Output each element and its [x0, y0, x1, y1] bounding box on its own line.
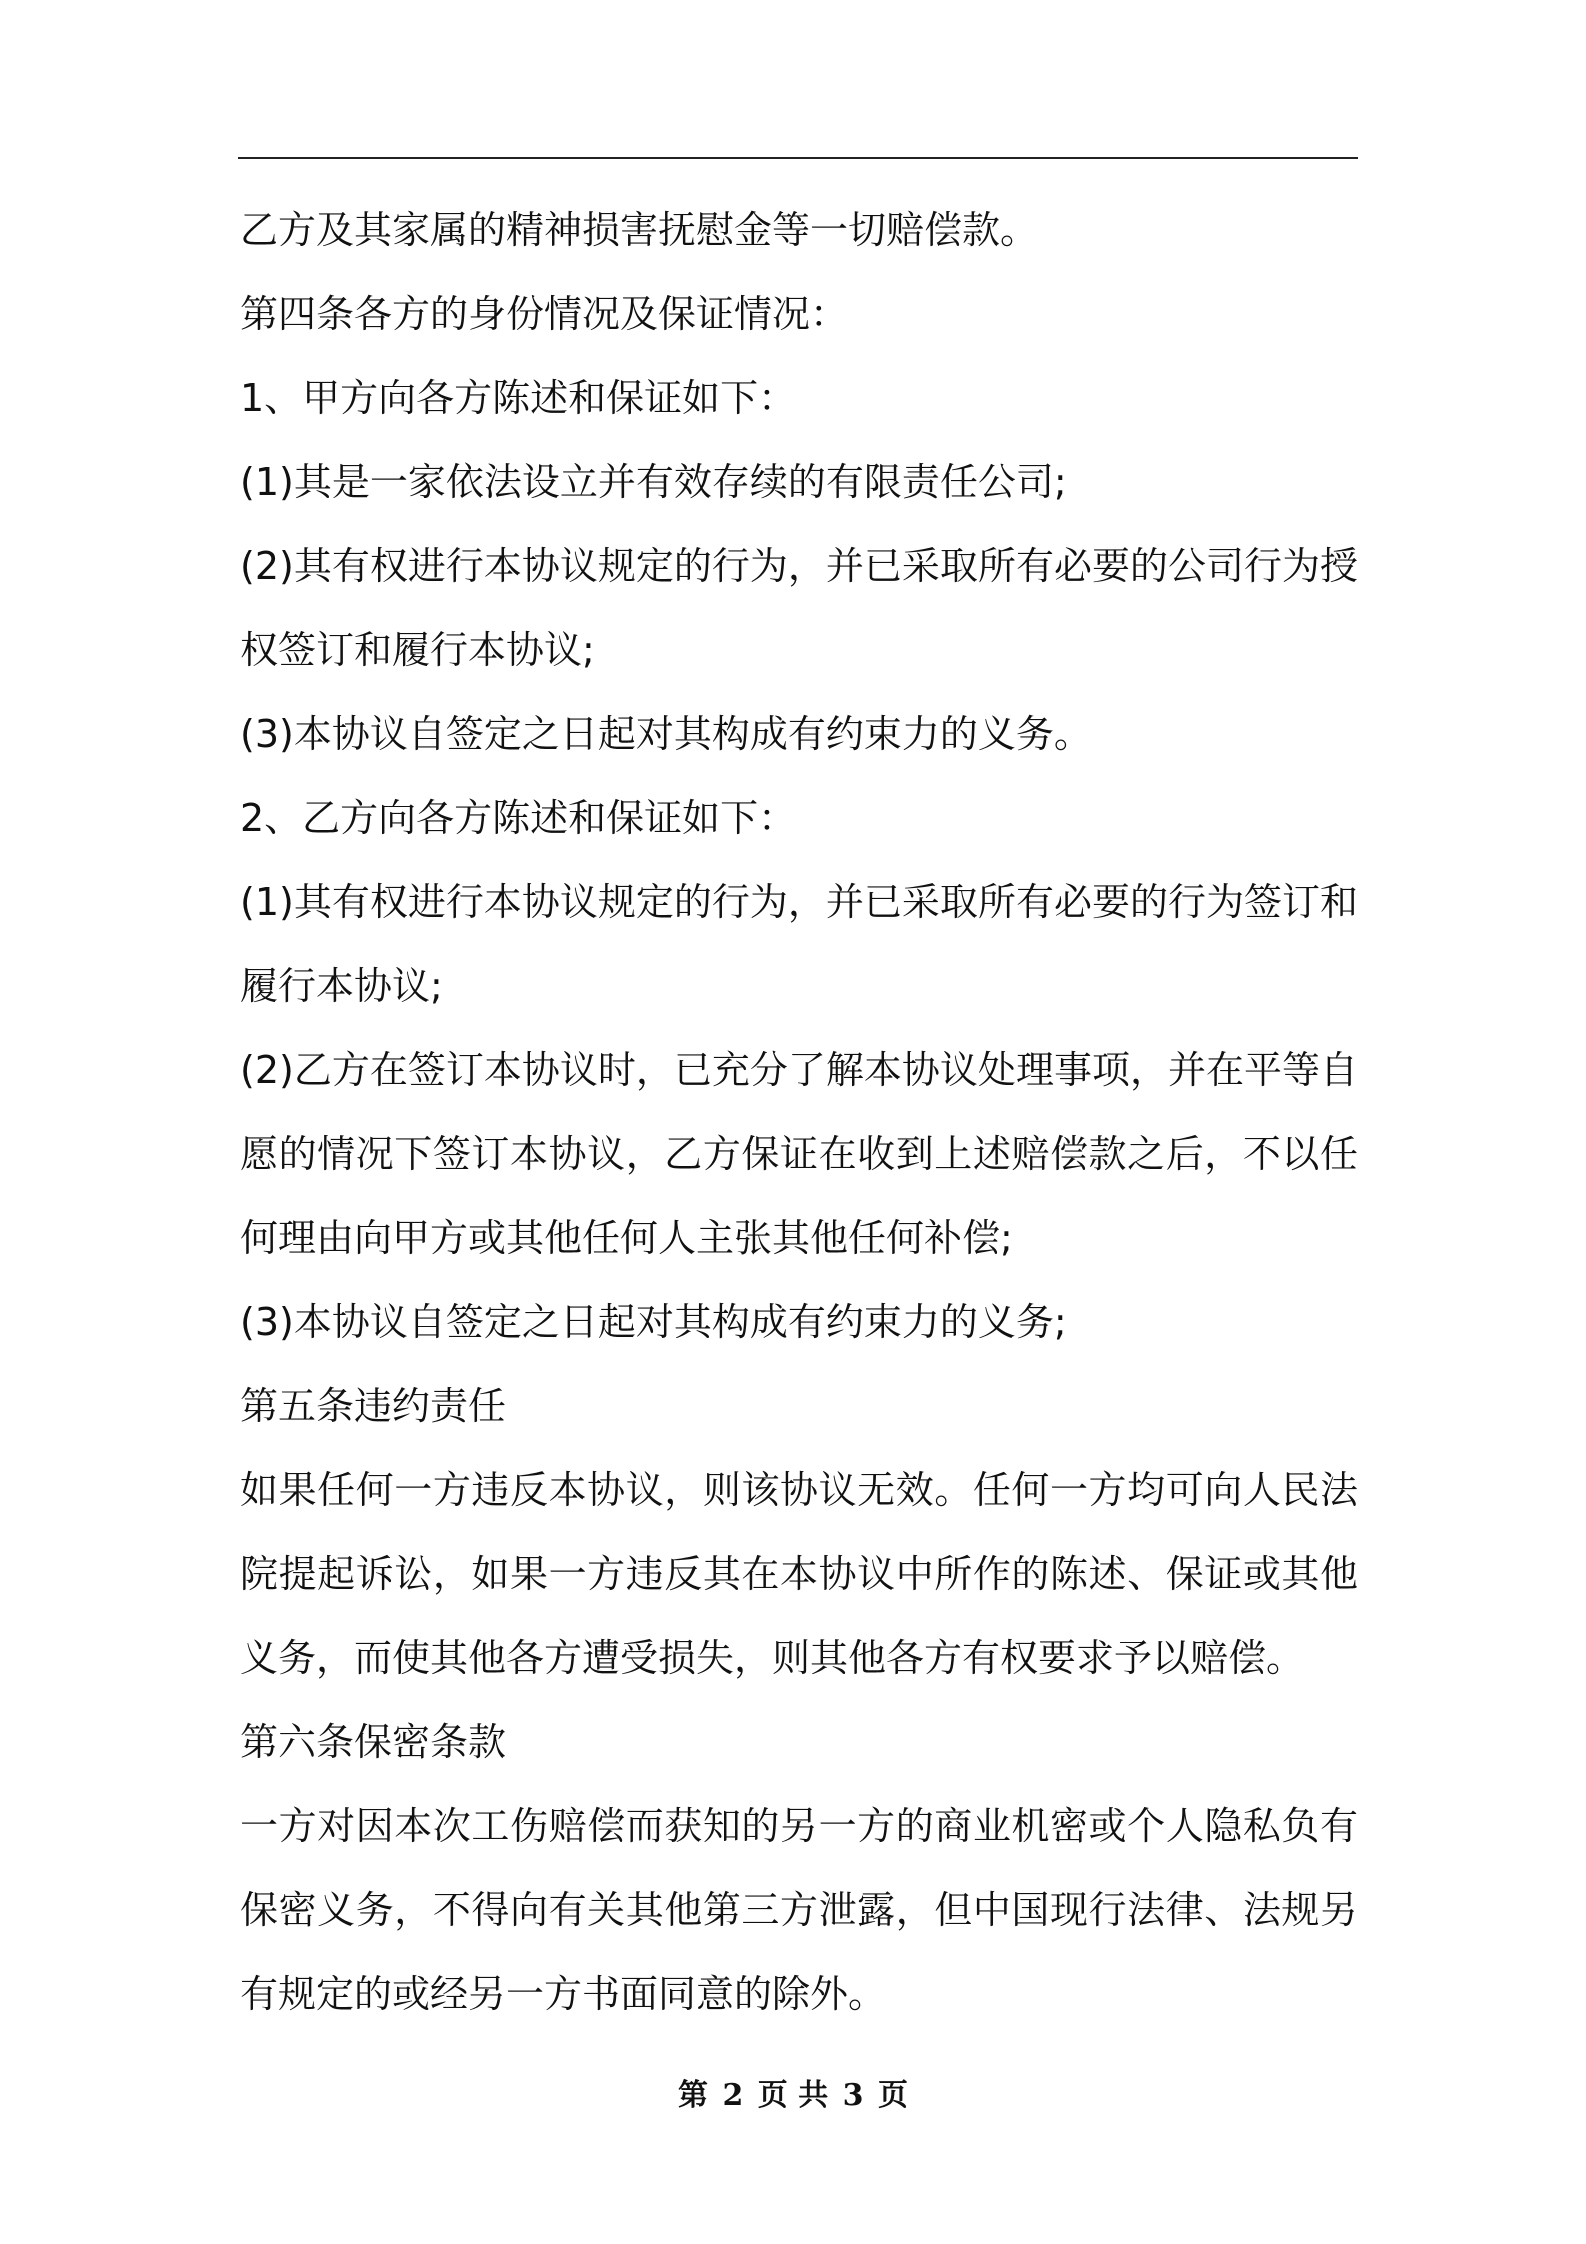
- document-body: [240, 188, 1358, 2036]
- party-b-statement-heading: 2、乙方向各方陈述和保证如下：: [240, 796, 797, 840]
- party-a-statement-heading: 1、甲方向各方陈述和保证如下：: [240, 376, 797, 420]
- header-rule: [238, 157, 1358, 159]
- footer-total-pages: 3: [842, 2078, 864, 2113]
- paragraph-compensation-continued: 乙方及其家属的精神损害抚慰金等一切赔偿款。: [240, 208, 1039, 252]
- party-a-clause-1: (1)其是一家依法设立并有效存续的有限责任公司;: [240, 460, 1067, 504]
- party-b-clause-2: (2)乙方在签订本协议时，已充分了解本协议处理事项，并在平等自愿的情况下签订本协议，乙方保证在收到上述赔偿款之后，不以任何理由向甲方或其他任何人主张其他任何补偿;: [240, 1048, 1358, 1260]
- article-6-heading: 第六条保密条款: [240, 1720, 507, 1764]
- party-a-clause-3: (3)本协议自签定之日起对其构成有约束力的义务。: [240, 712, 1092, 756]
- page-footer: [0, 2070, 1586, 2114]
- party-a-clause-2: (2)其有权进行本协议规定的行为，并已采取所有必要的公司行为授权签订和履行本协议;: [240, 544, 1358, 672]
- party-b-clause-1: (1)其有权进行本协议规定的行为，并已采取所有必要的行为签订和履行本协议;: [240, 880, 1358, 1008]
- article-4-heading: 第四条各方的身份情况及保证情况：: [240, 292, 849, 336]
- party-b-clause-3: (3)本协议自签定之日起对其构成有约束力的义务;: [240, 1300, 1067, 1344]
- article-6-body: 一方对因本次工伤赔偿而获知的另一方的商业机密或个人隐私负有保密义务，不得向有关其他第三方泄露，但中国现行法律、法规另有规定的或经另一方书面同意的除外。: [240, 1804, 1358, 2016]
- footer-middle: 页 共: [757, 2078, 829, 2113]
- footer-prefix: 第: [677, 2078, 708, 2113]
- article-5-body: 如果任何一方违反本协议，则该协议无效。任何一方均可向人民法院提起诉讼，如果一方违反其在本协议中所作的陈述、保证或其他义务，而使其他各方遭受损失，则其他各方有权要求予以赔偿。: [240, 1468, 1358, 1680]
- footer-suffix: 页: [878, 2078, 908, 2113]
- footer-current-page: 2: [722, 2078, 744, 2113]
- article-5-heading: 第五条违约责任: [240, 1384, 507, 1428]
